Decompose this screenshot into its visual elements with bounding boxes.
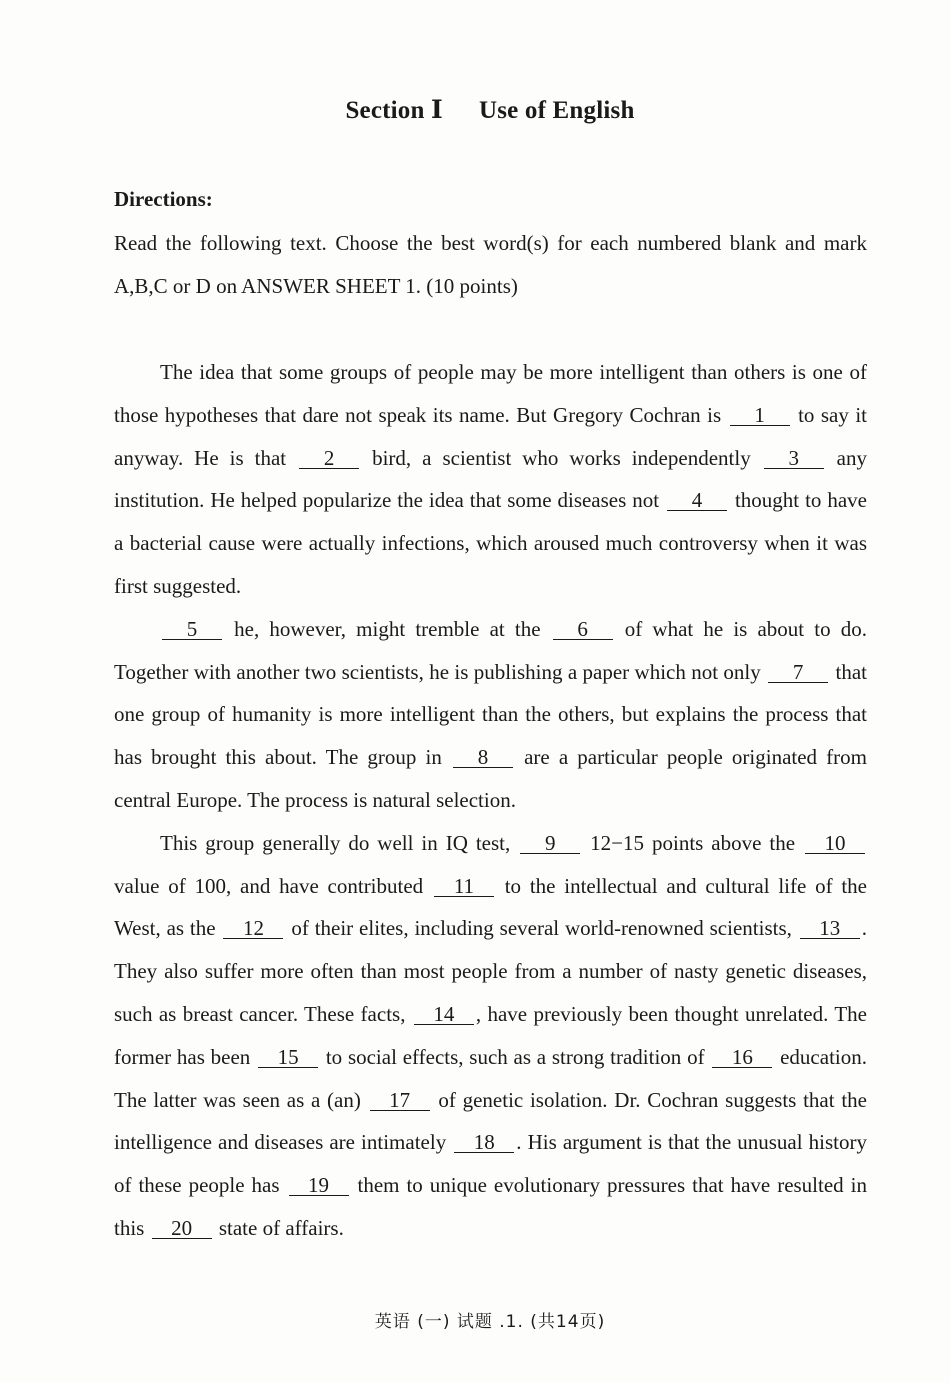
passage-text: to social effects, such as a strong tradition of [320, 1044, 711, 1069]
passage-text: are a particular people originated from central Europe. The process is natural selection. [114, 745, 867, 812]
section-number: Section Ⅰ [345, 97, 443, 124]
passage-text: that one group of humanity is more intelligent than the others, but explains the process that has brought this about. The group in [114, 659, 867, 770]
passage-text: of what he is about to do. Together with another two scientists, he is publishing a paper which not only [114, 616, 867, 684]
passage-text: of their elites, including several world-renowned scientists, [285, 916, 798, 941]
passage-text: state of affairs. [213, 1215, 344, 1240]
blank-16: 16 [712, 1047, 772, 1068]
blank-20: 20 [152, 1218, 212, 1239]
passage-text: , have previously been thought unrelated. The former has been [114, 1001, 867, 1069]
blank-6: 6 [553, 619, 613, 640]
blank-15: 15 [258, 1047, 318, 1068]
blank-14: 14 [414, 1004, 474, 1025]
paragraph-2 [114, 608, 867, 822]
passage-text: bird, a scientist who works independently [361, 445, 762, 470]
passage-text: 12−15 points above the [582, 830, 804, 855]
passage-text: education. The latter was seen as a (an) [114, 1044, 867, 1112]
passage-text: to the intellectual and cultural life of the West, as the [114, 873, 867, 941]
blank-12: 12 [223, 918, 283, 939]
passage-text: he, however, might tremble at the [224, 616, 551, 641]
blank-19: 19 [289, 1175, 349, 1196]
blank-17: 17 [370, 1090, 430, 1111]
blank-5: 5 [162, 619, 222, 640]
cloze-passage [114, 351, 867, 1250]
passage-text: value of 100, and have contributed [114, 873, 432, 898]
passage-text: The idea that some groups of people may be more intelligent than others is one of those hypotheses that dare not speak its name. But Gregory Cochran is [114, 360, 867, 427]
passage-text: them to unique evolutionary pressures that have resulted in this [114, 1173, 867, 1240]
directions-heading: Directions: [114, 187, 213, 211]
paragraph-1 [114, 351, 867, 608]
passage-text: to say it anyway. He is that [114, 402, 867, 470]
passage-text: any institution. He helped popularize the idea that some diseases not [114, 445, 867, 513]
blank-13: 13 [800, 918, 860, 939]
blank-2: 2 [299, 448, 359, 469]
passage-text: This group generally do well in IQ test, [160, 830, 519, 855]
blank-11: 11 [434, 876, 494, 897]
blank-1: 1 [730, 405, 790, 426]
section-title [0, 95, 950, 125]
passage-text: thought to have a bacterial cause were actually infections, which aroused much controversy when it was first suggested. [114, 488, 867, 598]
passage-text: . They also suffer more often than most people from a number of nasty genetic diseases, such as breast cancer. These facts, [114, 916, 867, 1026]
blank-9: 9 [520, 833, 580, 854]
page-footer: 英语 (一) 试题 .1. (共14页) [374, 1312, 606, 1332]
paragraph-3 [114, 822, 867, 1250]
blank-8: 8 [453, 747, 513, 768]
blank-3: 3 [764, 448, 824, 469]
blank-4: 4 [667, 490, 727, 511]
blank-10: 10 [805, 833, 865, 854]
blank-18: 18 [454, 1132, 514, 1153]
directions-text: Read the following text. Choose the best word(s) for each numbered blank and mark A,B,C or D on ANSWER SHEET 1. (10 points) [114, 231, 867, 298]
section-name: Use of English [478, 97, 635, 124]
blank-7: 7 [768, 662, 828, 683]
passage-text: . His argument is that the unusual history of these people has [114, 1130, 867, 1198]
passage-text: of genetic isolation. Dr. Cochran suggests that the intelligence and diseases are intimately [114, 1087, 867, 1155]
